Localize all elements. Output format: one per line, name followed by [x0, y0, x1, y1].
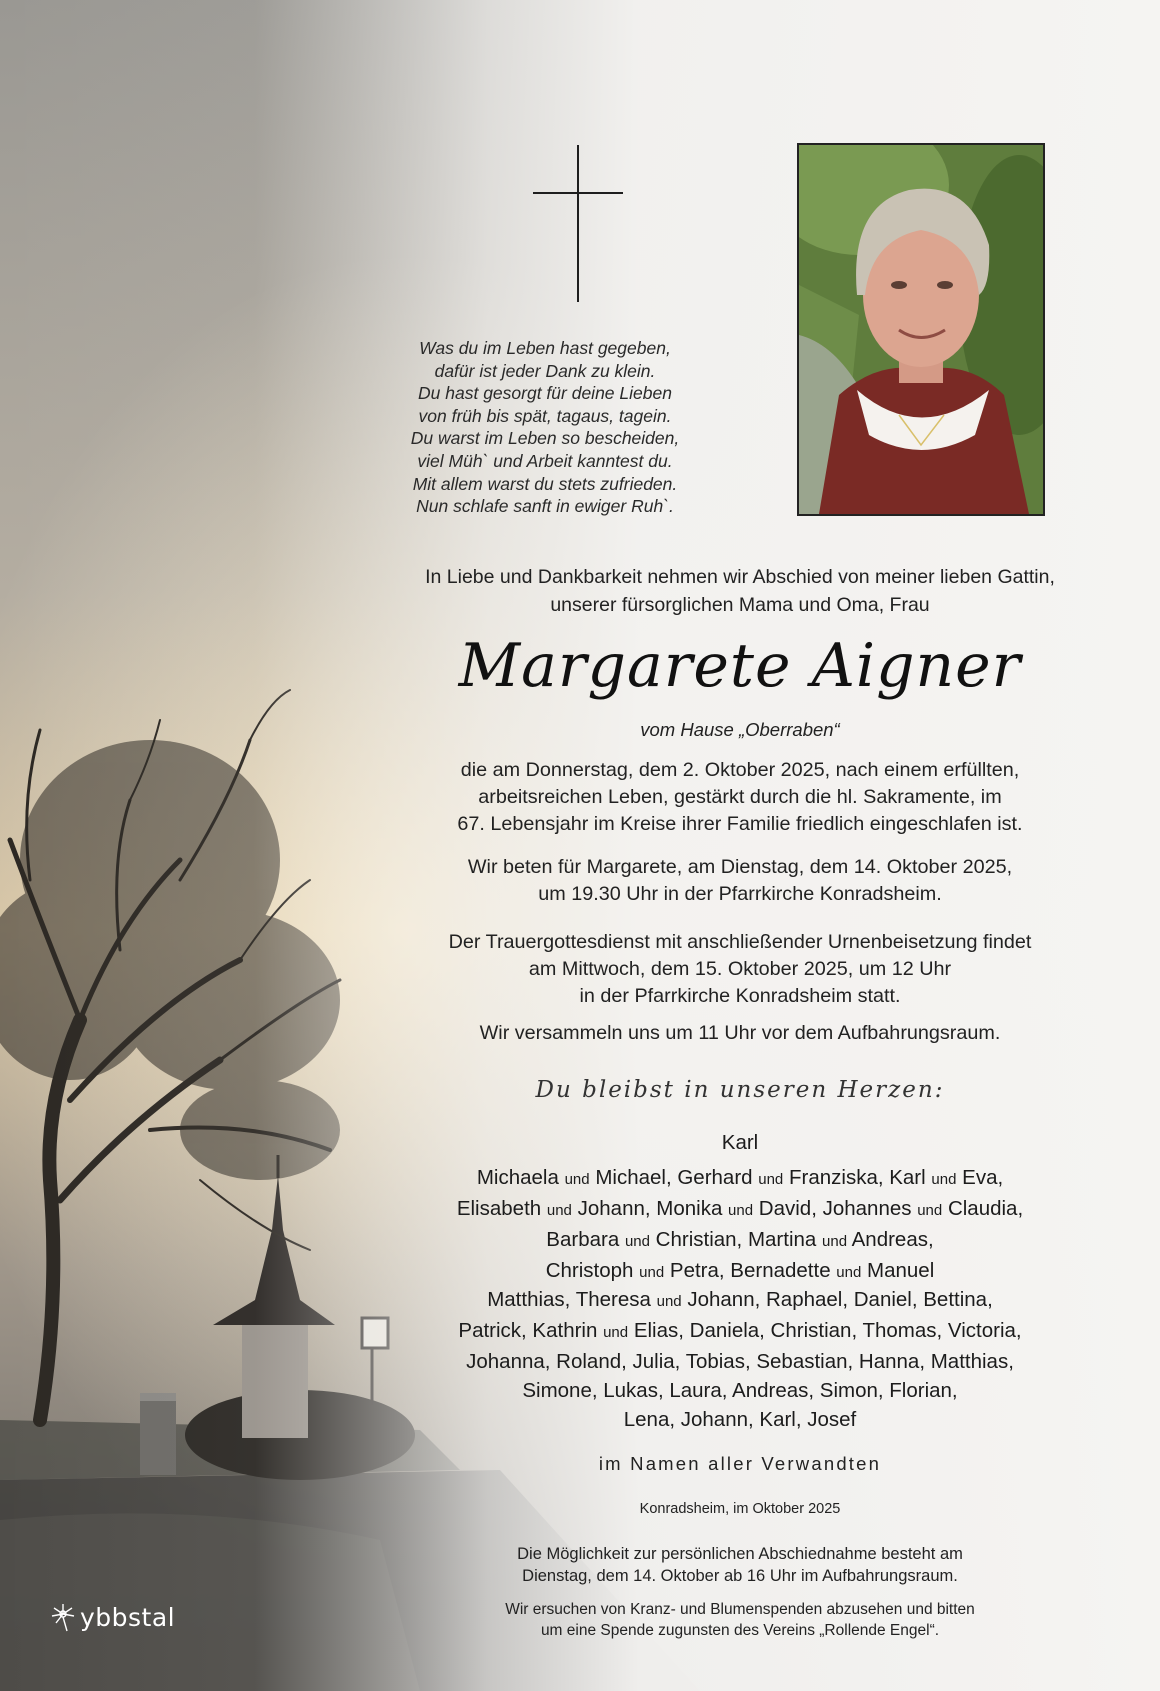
- family-names: Andreas,: [851, 1228, 934, 1251]
- family-row: [370, 1256, 1110, 1287]
- text-line: Die Möglichkeit zur persönlichen Abschiednahme besteht am: [517, 1545, 963, 1563]
- house-name: vom Hause „Oberraben“: [640, 719, 840, 740]
- connector: und: [836, 1264, 862, 1281]
- remembrance-heading: Du bleibst in unseren Herzen:: [535, 1077, 945, 1103]
- text-line: um eine Spende zugunsten des Vereins „Rollende Engel“.: [540, 1622, 940, 1639]
- family-row: [370, 1163, 1110, 1194]
- connector: und: [624, 1233, 650, 1250]
- prayer-paragraph: [370, 854, 1110, 908]
- deceased-name: Margarete Aigner: [458, 631, 1022, 701]
- poem: [360, 337, 730, 518]
- family-names: Franziska, Karl: [788, 1166, 926, 1189]
- family-names: Barbara: [546, 1228, 620, 1251]
- cross-icon: [533, 145, 623, 305]
- family-names: Elias, Daniela, Christian, Thomas, Victoria,: [633, 1319, 1022, 1342]
- connector: und: [822, 1233, 848, 1250]
- text-line: Wir ersuchen von Kranz- und Blumenspenden abzusehen und bitten: [505, 1601, 975, 1618]
- family-names: Michael, Gerhard: [595, 1166, 753, 1189]
- family-names: Patrick, Kathrin: [458, 1319, 598, 1342]
- connector: und: [931, 1171, 957, 1188]
- death-notice-paragraph: [370, 757, 1110, 838]
- connector: und: [758, 1171, 784, 1188]
- family-names: Michaela: [476, 1166, 559, 1189]
- family-names: Johann, Monika: [577, 1197, 723, 1220]
- intro-text: [370, 563, 1110, 619]
- family-names: Matthias, Theresa: [487, 1288, 651, 1311]
- poem-line: viel Müh` und Arbeit kanntest du.: [417, 450, 673, 471]
- logo-text: ybbstal: [80, 1602, 176, 1632]
- connector: und: [603, 1324, 629, 1341]
- connector: und: [728, 1202, 754, 1219]
- family-row: [370, 1285, 1110, 1316]
- poem-line: Du hast gesorgt für deine Lieben: [418, 383, 672, 404]
- text-line: Wir beten für Margarete, am Dienstag, dem 14. Oktober 2025,: [467, 856, 1013, 878]
- place-date: Konradsheim, im Oktober 2025: [639, 1501, 841, 1517]
- connector: und: [656, 1293, 682, 1310]
- grandchildren-list: [370, 1285, 1110, 1434]
- dandelion-icon: [50, 1602, 76, 1632]
- family-names: David, Johannes: [758, 1197, 912, 1220]
- family-names: Johann, Raphael, Daniel, Bettina,: [687, 1288, 993, 1311]
- text-line: in der Pfarrkirche Konradsheim statt.: [579, 985, 901, 1007]
- text-line: um 19.30 Uhr in der Pfarrkirche Konradsheim.: [538, 883, 942, 905]
- family-names: Manuel: [867, 1259, 935, 1282]
- intro-line: unserer fürsorglichen Mama und Oma, Frau: [550, 594, 930, 616]
- family-row: [370, 1194, 1110, 1225]
- donation-note: [370, 1599, 1110, 1641]
- connector: und: [564, 1171, 590, 1188]
- ybbstal-logo: [50, 1600, 175, 1634]
- family-names: Eva,: [962, 1166, 1004, 1189]
- family-names: Elisabeth: [456, 1197, 542, 1220]
- intro-line: In Liebe und Dankbarkeit nehmen wir Abschied von meiner lieben Gattin,: [425, 566, 1055, 588]
- family-row: [370, 1225, 1110, 1256]
- farewell-note: [370, 1543, 1110, 1587]
- portrait-photo: [797, 143, 1045, 516]
- connector: und: [546, 1202, 572, 1219]
- text-line: 67. Lebensjahr im Kreise ihrer Familie friedlich eingeschlafen ist.: [457, 813, 1023, 835]
- poem-line: Nun schlafe sanft in ewiger Ruh`.: [416, 496, 674, 517]
- gathering-paragraph: Wir versammeln uns um 11 Uhr vor dem Aufbahrungsraum.: [479, 1022, 1001, 1044]
- spouse-name: Karl: [721, 1131, 759, 1154]
- poem-line: Was du im Leben hast gegeben,: [419, 338, 671, 358]
- text-line: arbeitsreichen Leben, gestärkt durch die hl. Sakramente, im: [478, 786, 1002, 808]
- family-names: Christoph: [545, 1259, 634, 1282]
- connector: und: [639, 1264, 665, 1281]
- family-row: [370, 1316, 1110, 1347]
- family-names: Christian, Martina: [655, 1228, 817, 1251]
- funeral-paragraph: [370, 929, 1110, 1010]
- text-line: Dienstag, dem 14. Oktober ab 16 Uhr im Aufbahrungsraum.: [522, 1567, 958, 1585]
- family-names: Claudia,: [947, 1197, 1024, 1220]
- connector: und: [917, 1202, 943, 1219]
- children-list: [370, 1163, 1110, 1287]
- text-line: die am Donnerstag, dem 2. Oktober 2025, nach einem erfüllten,: [460, 759, 1020, 781]
- family-row: Johanna, Roland, Julia, Tobias, Sebastian, Hanna, Matthias,: [466, 1350, 1014, 1373]
- poem-line: Mit allem warst du stets zufrieden.: [412, 473, 678, 494]
- text-line: am Mittwoch, dem 15. Oktober 2025, um 12 Uhr: [528, 958, 952, 980]
- poem-line: dafür ist jeder Dank zu klein.: [434, 360, 656, 381]
- text-line: Der Trauergottesdienst mit anschließender Urnenbeisetzung findet: [448, 931, 1032, 953]
- family-names: Petra, Bernadette: [669, 1259, 831, 1282]
- family-row: Simone, Lukas, Laura, Andreas, Simon, Florian,: [522, 1379, 958, 1402]
- poem-line: Du warst im Leben so bescheiden,: [410, 428, 680, 449]
- poem-line: von früh bis spät, tagaus, tagein.: [418, 405, 672, 426]
- relatives-line: im Namen aller Verwandten: [598, 1453, 882, 1474]
- family-row: Lena, Johann, Karl, Josef: [623, 1408, 857, 1431]
